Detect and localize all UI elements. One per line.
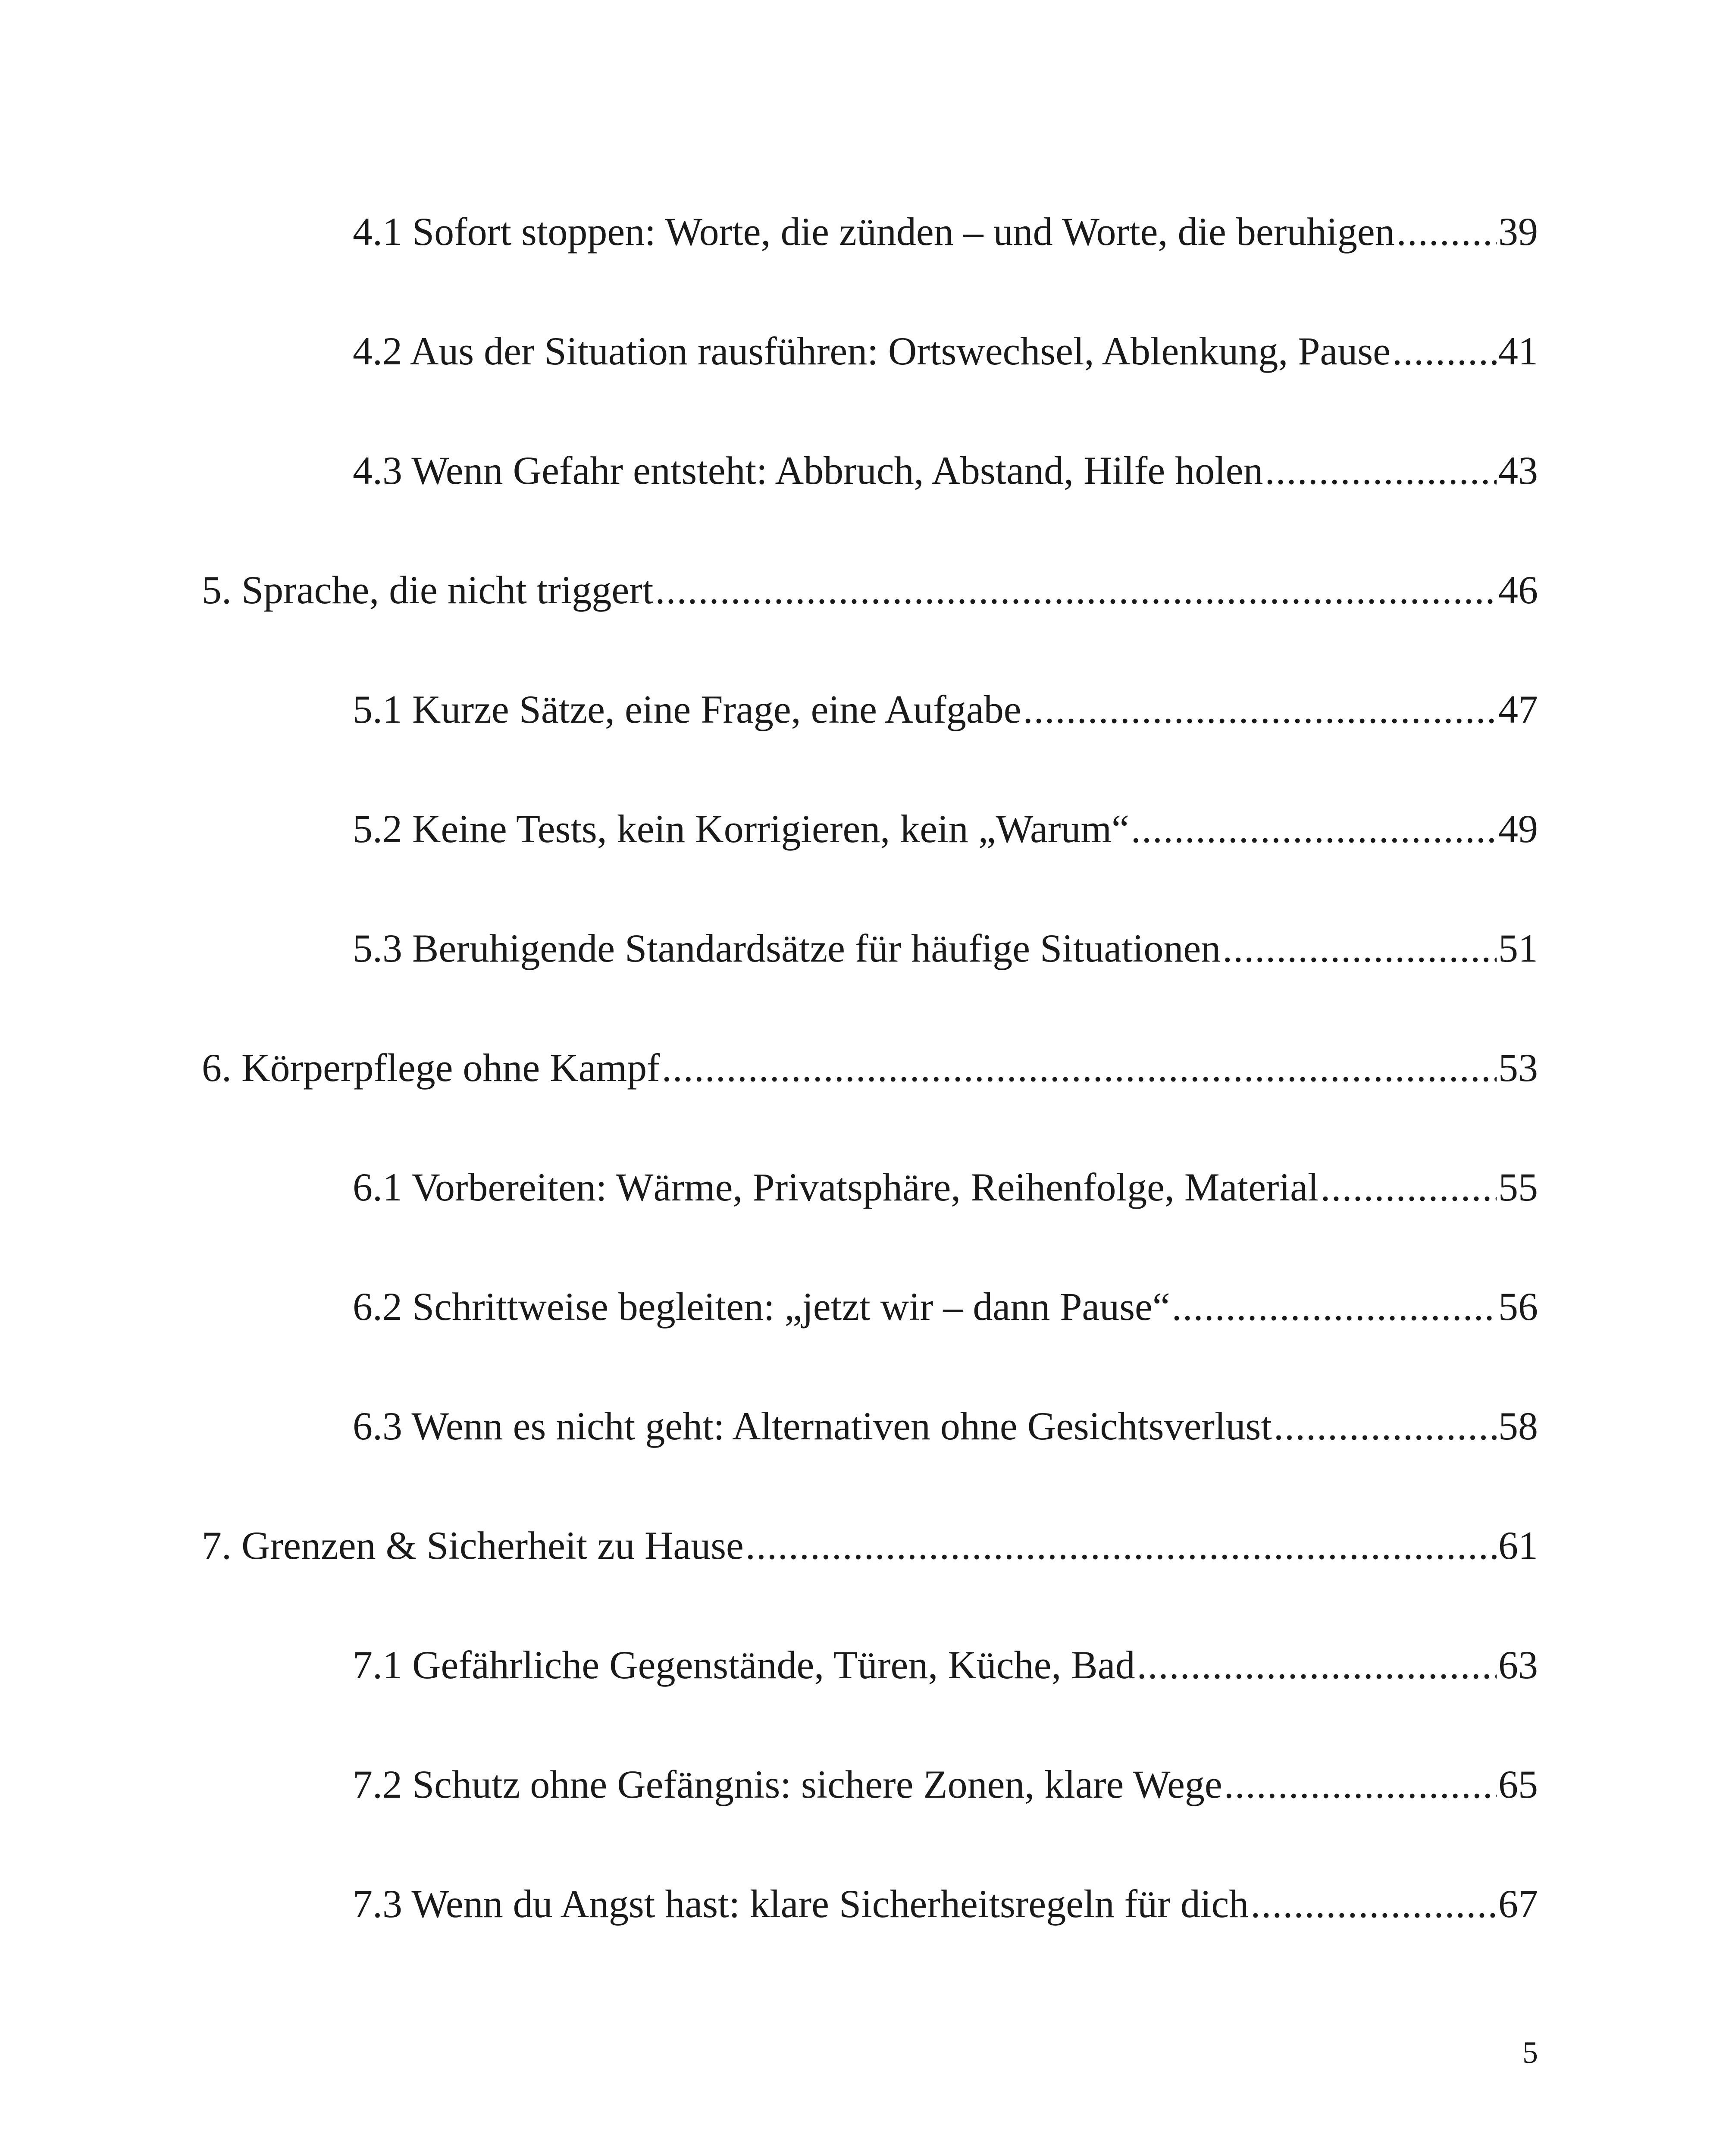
toc-entry-page: 55 (1498, 1165, 1538, 1209)
toc-entry-page: 53 (1498, 1046, 1538, 1090)
toc-entry[interactable] (202, 564, 1538, 616)
toc-entry-title: 4.3 Wenn Gefahr entsteht: Abbruch, Abstand, Hilfe holen (353, 448, 1263, 492)
dot-leader (1224, 1758, 1497, 1810)
toc-entry-title: 5.1 Kurze Sätze, eine Frage, eine Aufgabe (353, 687, 1021, 731)
toc-entry-title: 4.1 Sofort stoppen: Worte, die zünden – und Worte, die beruhigen (353, 210, 1395, 254)
toc-entry-page: 39 (1498, 210, 1538, 254)
toc-entry-title: 7. Grenzen & Sicherheit zu Hause (202, 1523, 744, 1567)
toc-entry-title: 5.2 Keine Tests, kein Korrigieren, kein „Warum“ (353, 807, 1129, 851)
toc-entry[interactable] (353, 1400, 1538, 1452)
toc-entry[interactable] (353, 1281, 1538, 1332)
toc-entry[interactable] (353, 1758, 1538, 1810)
toc-entry-title: 5.3 Beruhigende Standardsätze für häufige Situationen (353, 926, 1221, 970)
toc-entry[interactable] (353, 1878, 1538, 1930)
toc-entry-page: 65 (1498, 1762, 1538, 1806)
dot-leader (745, 1520, 1497, 1571)
dot-leader (662, 1042, 1497, 1094)
toc-entry-title: 7.1 Gefährliche Gegenstände, Türen, Küche, Bad (353, 1643, 1135, 1687)
dot-leader (1250, 1878, 1497, 1930)
toc-entry-title: 4.2 Aus der Situation rausführen: Ortswechsel, Ablenkung, Pause (353, 329, 1391, 373)
dot-leader (655, 564, 1497, 616)
toc-entry[interactable] (353, 445, 1538, 496)
toc-entry-title: 7.3 Wenn du Angst hast: klare Sicherheitsregeln für dich (353, 1882, 1249, 1926)
dot-leader (1172, 1281, 1497, 1332)
toc-entry[interactable] (202, 1042, 1538, 1094)
toc-entry-page: 61 (1498, 1523, 1538, 1567)
dot-leader (1265, 445, 1497, 496)
toc-entry-title: 6.3 Wenn es nicht geht: Alternativen ohne Gesichtsverlust (353, 1404, 1272, 1448)
toc-entry-page: 63 (1498, 1643, 1538, 1687)
toc-entry-title: 6.1 Vorbereiten: Wärme, Privatsphäre, Reihenfolge, Material (353, 1165, 1319, 1209)
toc-entry[interactable] (353, 683, 1538, 735)
page-number: 5 (1522, 2035, 1538, 2070)
toc-entry[interactable] (353, 325, 1538, 377)
dot-leader (1321, 1161, 1497, 1213)
toc-entry-page: 49 (1498, 807, 1538, 851)
toc-entry-title: 7.2 Schutz ohne Gefängnis: sichere Zonen, klare Wege (353, 1762, 1222, 1806)
toc-entry-page: 67 (1498, 1882, 1538, 1926)
toc-entry[interactable] (353, 1161, 1538, 1213)
toc-entry-page: 41 (1498, 329, 1538, 373)
toc-entry-title: 5. Sprache, die nicht triggert (202, 568, 654, 612)
toc-entry-title: 6. Körperpflege ohne Kampf (202, 1046, 660, 1090)
toc-entry[interactable] (353, 922, 1538, 974)
dot-leader (1274, 1400, 1497, 1452)
toc-entry-page: 51 (1498, 926, 1538, 970)
dot-leader (1397, 206, 1497, 257)
toc-entry-page: 56 (1498, 1285, 1538, 1329)
dot-leader (1023, 683, 1497, 735)
toc-entry-page: 47 (1498, 687, 1538, 731)
toc-entry-page: 46 (1498, 568, 1538, 612)
dot-leader (1131, 803, 1497, 855)
dot-leader (1392, 325, 1497, 377)
toc-entry-page: 58 (1498, 1404, 1538, 1448)
dot-leader (1137, 1639, 1497, 1691)
toc-entry[interactable] (353, 803, 1538, 855)
toc-entry[interactable] (202, 1520, 1538, 1571)
toc-entry-page: 43 (1498, 448, 1538, 492)
toc-entry-title: 6.2 Schrittweise begleiten: „jetzt wir – dann Pause“ (353, 1285, 1170, 1329)
toc-entry[interactable] (353, 1639, 1538, 1691)
toc-entry[interactable] (353, 206, 1538, 257)
dot-leader (1222, 922, 1497, 974)
